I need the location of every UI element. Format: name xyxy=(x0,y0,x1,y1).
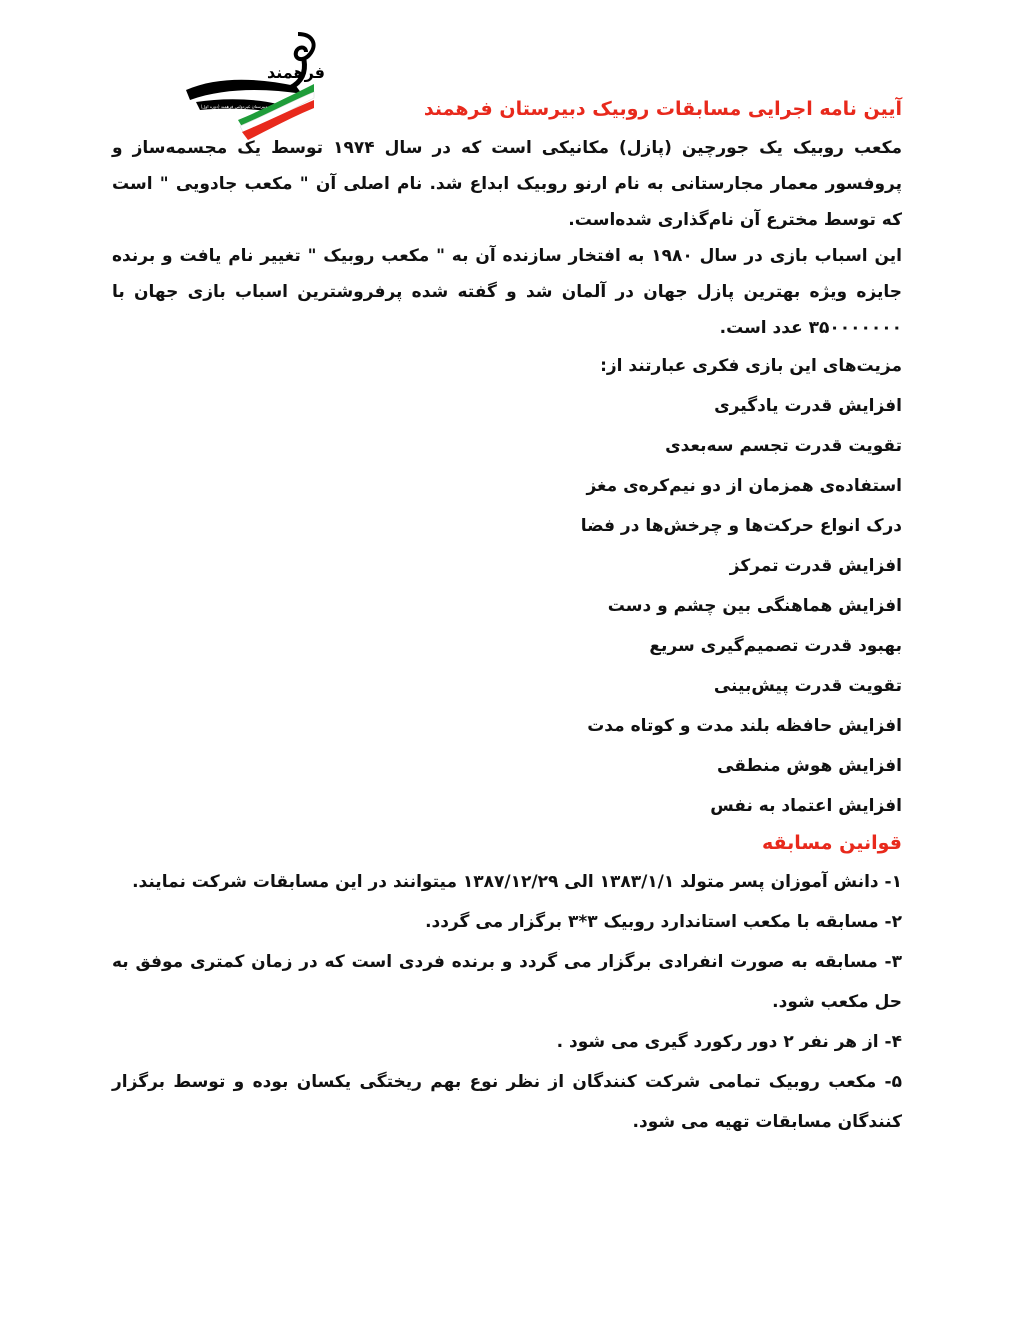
logo-calligraphy-stroke xyxy=(296,34,314,59)
benefit-item: تقویت قدرت پیش‌بینی xyxy=(713,676,902,696)
benefit-item: درک انواع حرکت‌ها و چرخش‌ها در فضا xyxy=(580,516,902,536)
intro-paragraph-1: مکعب روبیک یک جورچین (پازل) مکانیکی است که در سال ۱۹۷۴ توسط یک مجسمه‌ساز و پروفسور معمار مجارستانی به نام ارنو روبیک ابداع شد. نام اصلی آن " مکعب جادویی " است که توسط مخترع آن نام‌گذاری شده‌است. xyxy=(112,138,902,230)
benefit-item: افزایش قدرت یادگیری xyxy=(714,396,902,416)
logo-caption-text: دبیرستان غیردولتی فرهمند (دوره اول) xyxy=(200,104,268,109)
rule-item: ۵- مکعب روبیک تمامی شرکت کنندگان از نظر نوع بهم ریختگی یکسان بوده و توسط برگزار کنندگان مسابقات تهیه می شود. xyxy=(112,1072,902,1132)
rules-list xyxy=(112,862,902,1142)
rule-item: ۲- مسابقه با مکعب استاندارد روبیک ۳*۳ برگزار می گردد. xyxy=(425,912,902,932)
benefit-item: استفاده‌ی همزمان از دو نیم‌کره‌ی مغز xyxy=(586,476,902,496)
benefit-item: افزایش هوش منطقی xyxy=(717,756,902,776)
logo-mark-text: فرهمند xyxy=(266,63,326,82)
benefit-item: افزایش اعتماد به نفس xyxy=(710,796,902,816)
benefit-item: افزایش قدرت تمرکز xyxy=(729,556,902,576)
rules-heading: قوانین مسابقه xyxy=(761,832,902,854)
rule-item: ۴- از هر نفر ۲ دور رکورد گیری می شود . xyxy=(556,1032,902,1052)
benefit-item: افزایش هماهنگی بین چشم و دست xyxy=(607,596,902,616)
benefit-item: افزایش حافظه بلند مدت و کوتاه مدت xyxy=(587,716,902,736)
document-body xyxy=(112,94,902,1142)
rule-item: ۱- دانش آموزان پسر متولد ۱۳۸۳/۱/۱ الی ۱۳۸۷/۱۲/۲۹ میتوانند در این مسابقات شرکت نمایند. xyxy=(132,872,902,892)
benefits-heading: مزیت‌های این بازی فکری عبارتند از: xyxy=(600,356,902,376)
benefit-item: بهبود قدرت تصمیم‌گیری سریع xyxy=(649,636,902,656)
benefits-list xyxy=(112,386,902,826)
intro-paragraph-2: این اسباب بازی در سال ۱۹۸۰ به افتخار سازنده آن به " مکعب روبیک " تغییر نام یافت و برنده جایزه ویژه بهترین پازل جهان در آلمان شد و گفته شده پرفروشترین اسباب بازی جهان با ۳۵۰۰۰۰۰۰۰ عدد است. xyxy=(112,246,902,338)
document-title: آیین نامه اجرایی مسابقات روبیک دبیرستان فرهمند xyxy=(423,98,902,120)
rule-item: ۳- مسابقه به صورت انفرادی برگزار می گردد و برنده فردی است که در زمان کمتری موفق به حل مکعب شود. xyxy=(112,952,902,1012)
benefit-item: تقویت قدرت تجسم سه‌بعدی xyxy=(665,436,902,456)
